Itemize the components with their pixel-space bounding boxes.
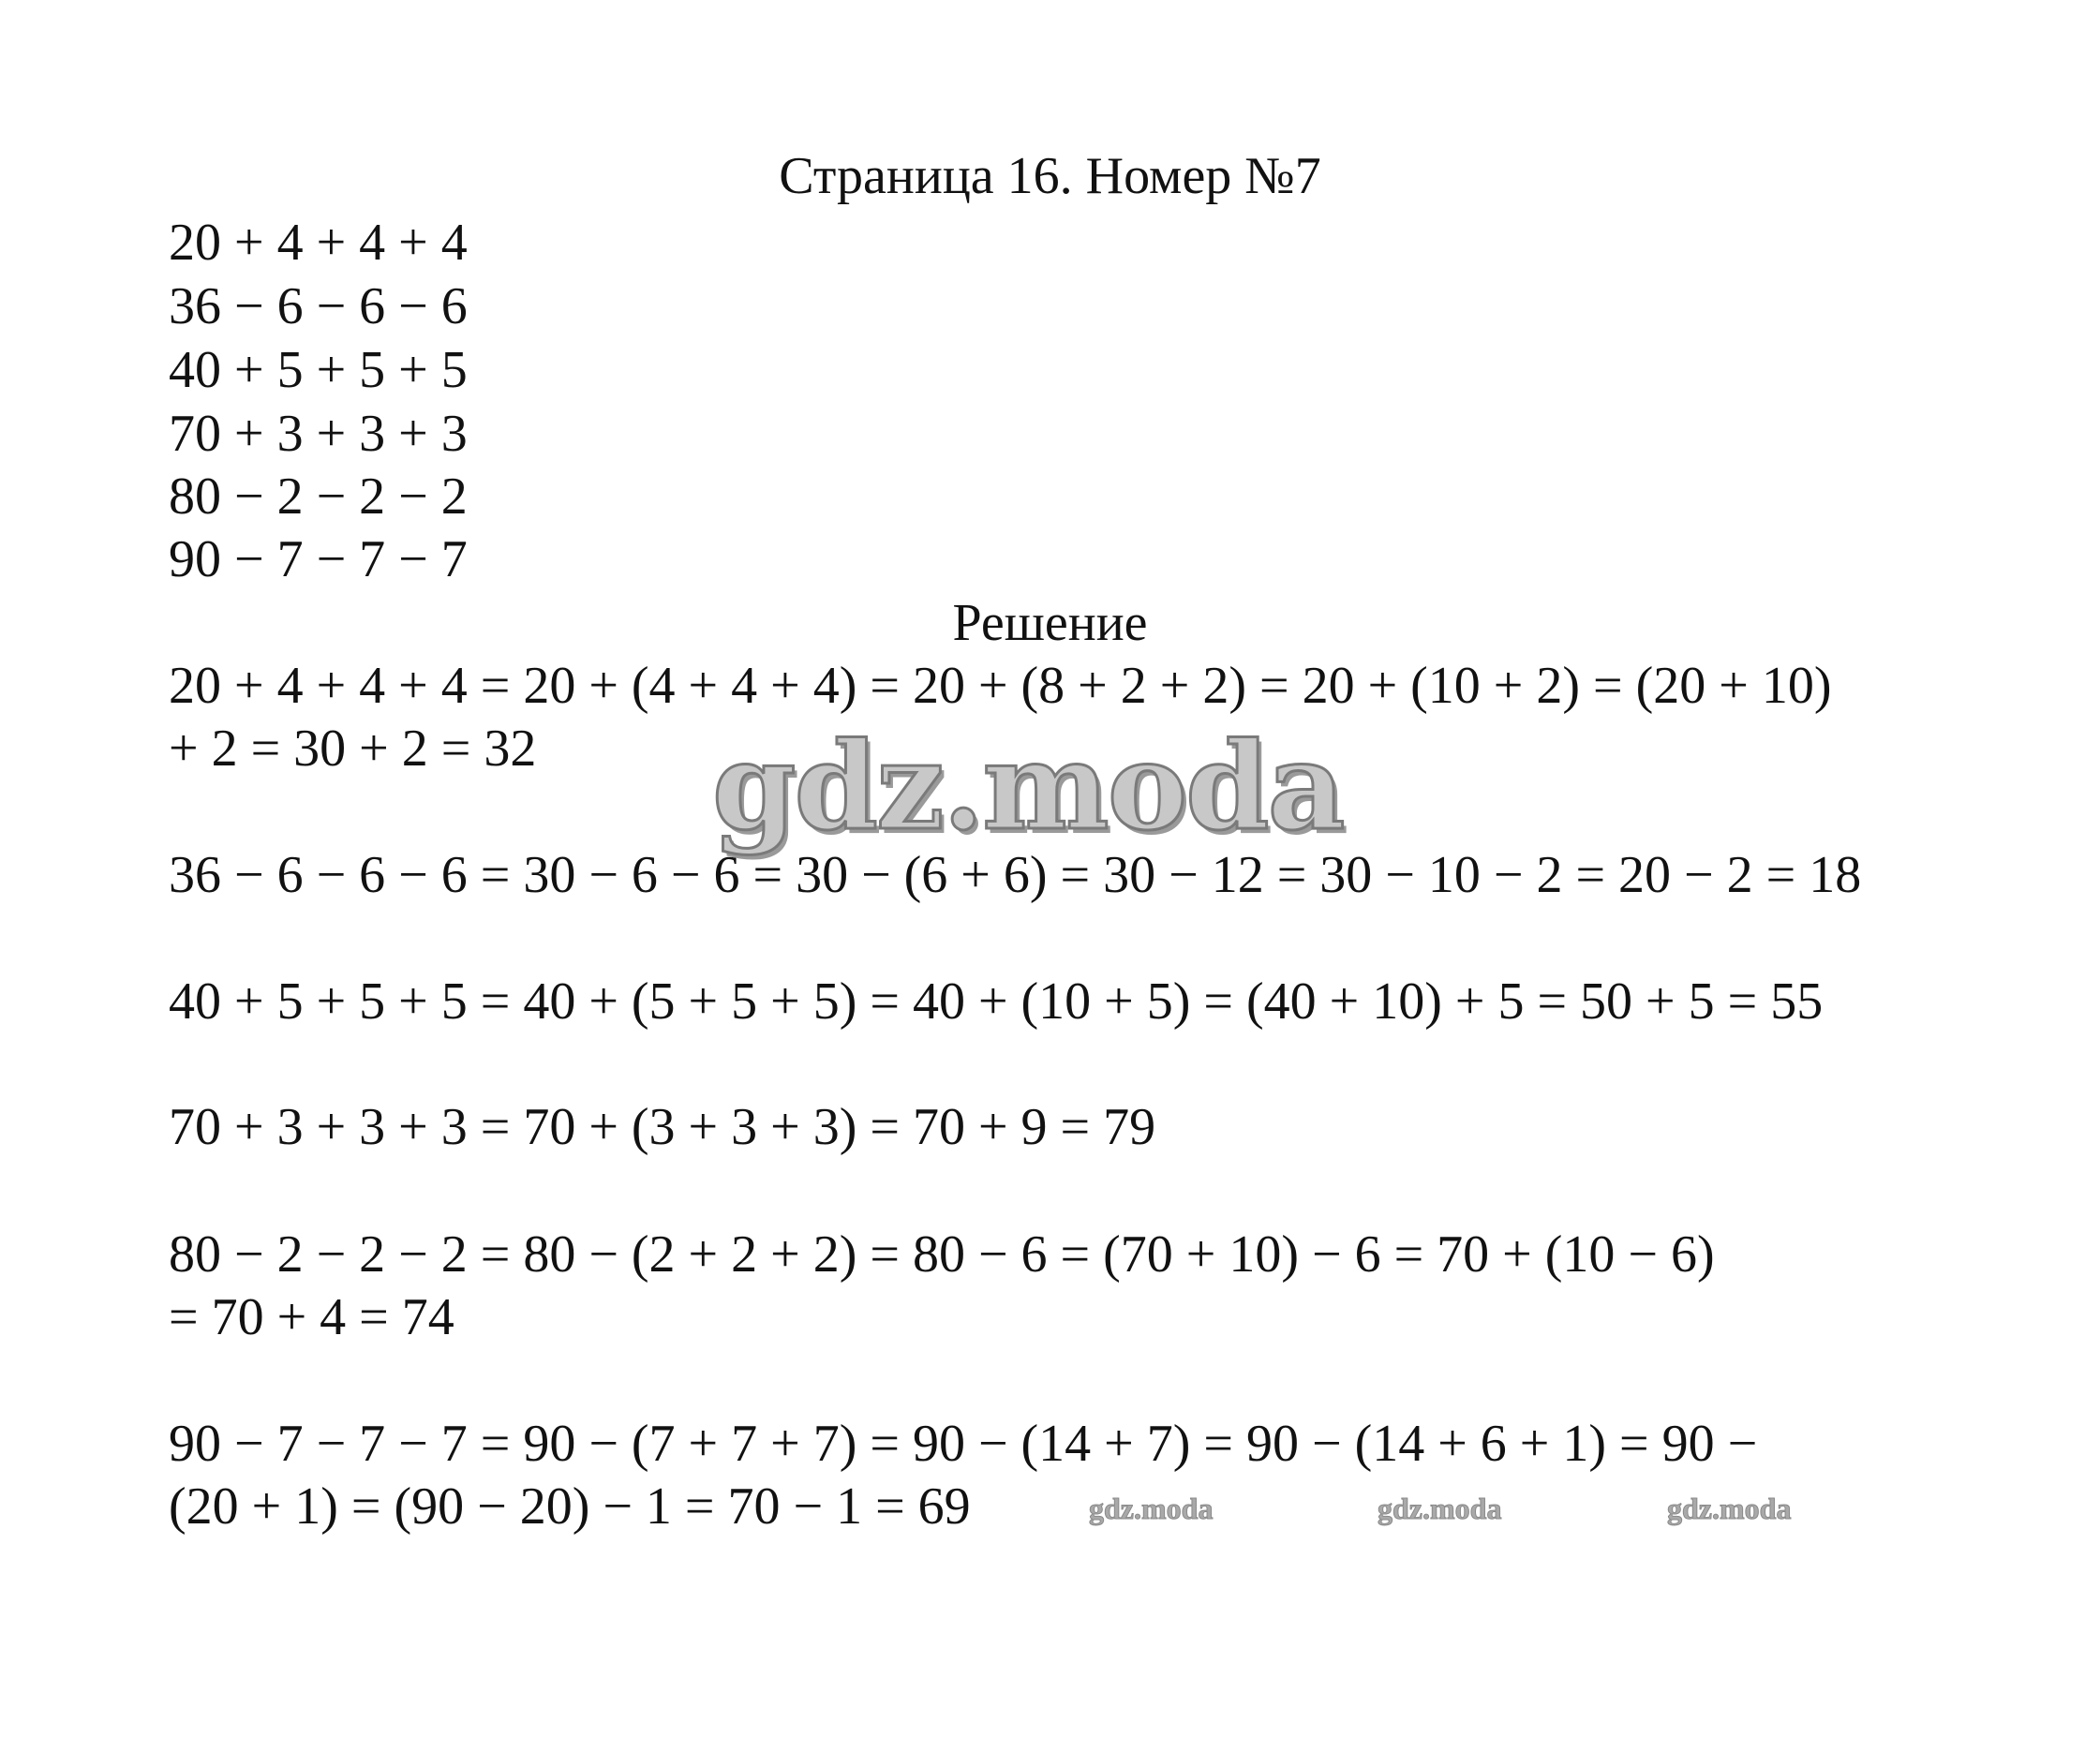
solution-line: 80 − 2 − 2 − 2 = 80 − (2 + 2 + 2) = 80 − 6 = (70 + 10) − 6 = 70 + (10 − 6)	[169, 1225, 1715, 1284]
watermark-small: gdz.moda	[1667, 1492, 1792, 1525]
task-line: 70 + 3 + 3 + 3	[169, 405, 468, 463]
task-line: 80 − 2 − 2 − 2	[169, 468, 468, 526]
watermark-small: gdz.moda	[1089, 1492, 1214, 1525]
watermark-small: gdz.moda	[1378, 1492, 1502, 1525]
watermark-main: gdz.moda	[712, 717, 1344, 857]
solution-line: + 2 = 30 + 2 = 32	[169, 720, 537, 778]
solution-line: 90 − 7 − 7 − 7 = 90 − (7 + 7 + 7) = 90 − (14 + 7) = 90 − (14 + 6 + 1) = 90 −	[169, 1415, 1758, 1473]
task-line: 20 + 4 + 4 + 4	[169, 214, 468, 272]
task-line: 40 + 5 + 5 + 5	[169, 341, 468, 399]
solution-heading: Решение	[952, 594, 1148, 652]
solution-line: 20 + 4 + 4 + 4 = 20 + (4 + 4 + 4) = 20 + (8 + 2 + 2) = 20 + (10 + 2) = (20 + 10)	[169, 657, 1832, 715]
page-title: Страница 16. Номер №7	[779, 147, 1321, 205]
solution-line: (20 + 1) = (90 − 20) − 1 = 70 − 1 = 69	[169, 1477, 971, 1536]
solution-line: = 70 + 4 = 74	[169, 1288, 454, 1346]
solution-line: 70 + 3 + 3 + 3 = 70 + (3 + 3 + 3) = 70 + 9 = 79	[169, 1098, 1156, 1156]
solution-line: 36 − 6 − 6 − 6 = 30 − 6 − 6 = 30 − (6 + 6) = 30 − 12 = 30 − 10 − 2 = 20 − 2 = 18	[169, 846, 1862, 904]
task-line: 90 − 7 − 7 − 7	[169, 530, 468, 588]
solution-line: 40 + 5 + 5 + 5 = 40 + (5 + 5 + 5) = 40 + (10 + 5) = (40 + 10) + 5 = 50 + 5 = 55	[169, 972, 1824, 1031]
task-line: 36 − 6 − 6 − 6	[169, 277, 468, 335]
